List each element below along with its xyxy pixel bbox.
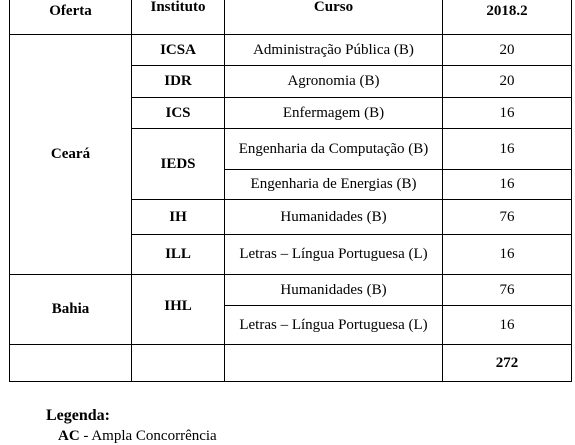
legend-title: Legenda: <box>46 407 110 424</box>
instituto-cell: ICS <box>132 98 225 129</box>
curso-cell: Letras – Língua Portuguesa (L) <box>225 235 443 275</box>
instituto-cell: IHL <box>132 275 225 345</box>
vagas-cell: 16 <box>443 129 572 170</box>
curso-cell: Engenharia de Energias (B) <box>225 170 443 200</box>
vacancies-table <box>9 0 572 382</box>
curso-cell: Letras – Língua Portuguesa (L) <box>225 306 443 345</box>
header-oferta: Oferta <box>10 0 132 35</box>
header-instituto: Instituto <box>132 0 225 35</box>
legend-abbr: AC <box>58 428 80 444</box>
instituto-cell: IH <box>132 200 225 235</box>
empty-cell <box>10 345 132 382</box>
total-cell: 272 <box>443 345 572 382</box>
curso-cell: Agronomia (B) <box>225 66 443 98</box>
curso-cell: Engenharia da Computação (B) <box>225 129 443 170</box>
vagas-cell: 16 <box>443 170 572 200</box>
curso-cell: Humanidades (B) <box>225 200 443 235</box>
legend-text: - Ampla Concorrência <box>79 428 217 444</box>
table-row <box>10 35 572 66</box>
vagas-cell: 16 <box>443 306 572 345</box>
empty-cell <box>132 345 225 382</box>
header-vagas: 2018.2 <box>443 0 572 35</box>
header-curso: Curso <box>225 0 443 35</box>
total-row <box>10 345 572 382</box>
instituto-cell: IEDS <box>132 129 225 200</box>
curso-cell: Enfermagem (B) <box>225 98 443 129</box>
vagas-cell: 16 <box>443 98 572 129</box>
vagas-cell: 16 <box>443 235 572 275</box>
oferta-cell: Ceará <box>10 35 132 275</box>
curso-cell: Administração Pública (B) <box>225 35 443 66</box>
table-row <box>10 275 572 306</box>
vagas-cell: 76 <box>443 275 572 306</box>
legend-item <box>58 428 217 445</box>
instituto-cell: ILL <box>132 235 225 275</box>
empty-cell <box>225 345 443 382</box>
vagas-cell: 20 <box>443 35 572 66</box>
vagas-cell: 20 <box>443 66 572 98</box>
instituto-cell: ICSA <box>132 35 225 66</box>
instituto-cell: IDR <box>132 66 225 98</box>
vagas-cell: 76 <box>443 200 572 235</box>
curso-cell: Humanidades (B) <box>225 275 443 306</box>
header-row <box>10 0 572 35</box>
oferta-cell: Bahia <box>10 275 132 345</box>
